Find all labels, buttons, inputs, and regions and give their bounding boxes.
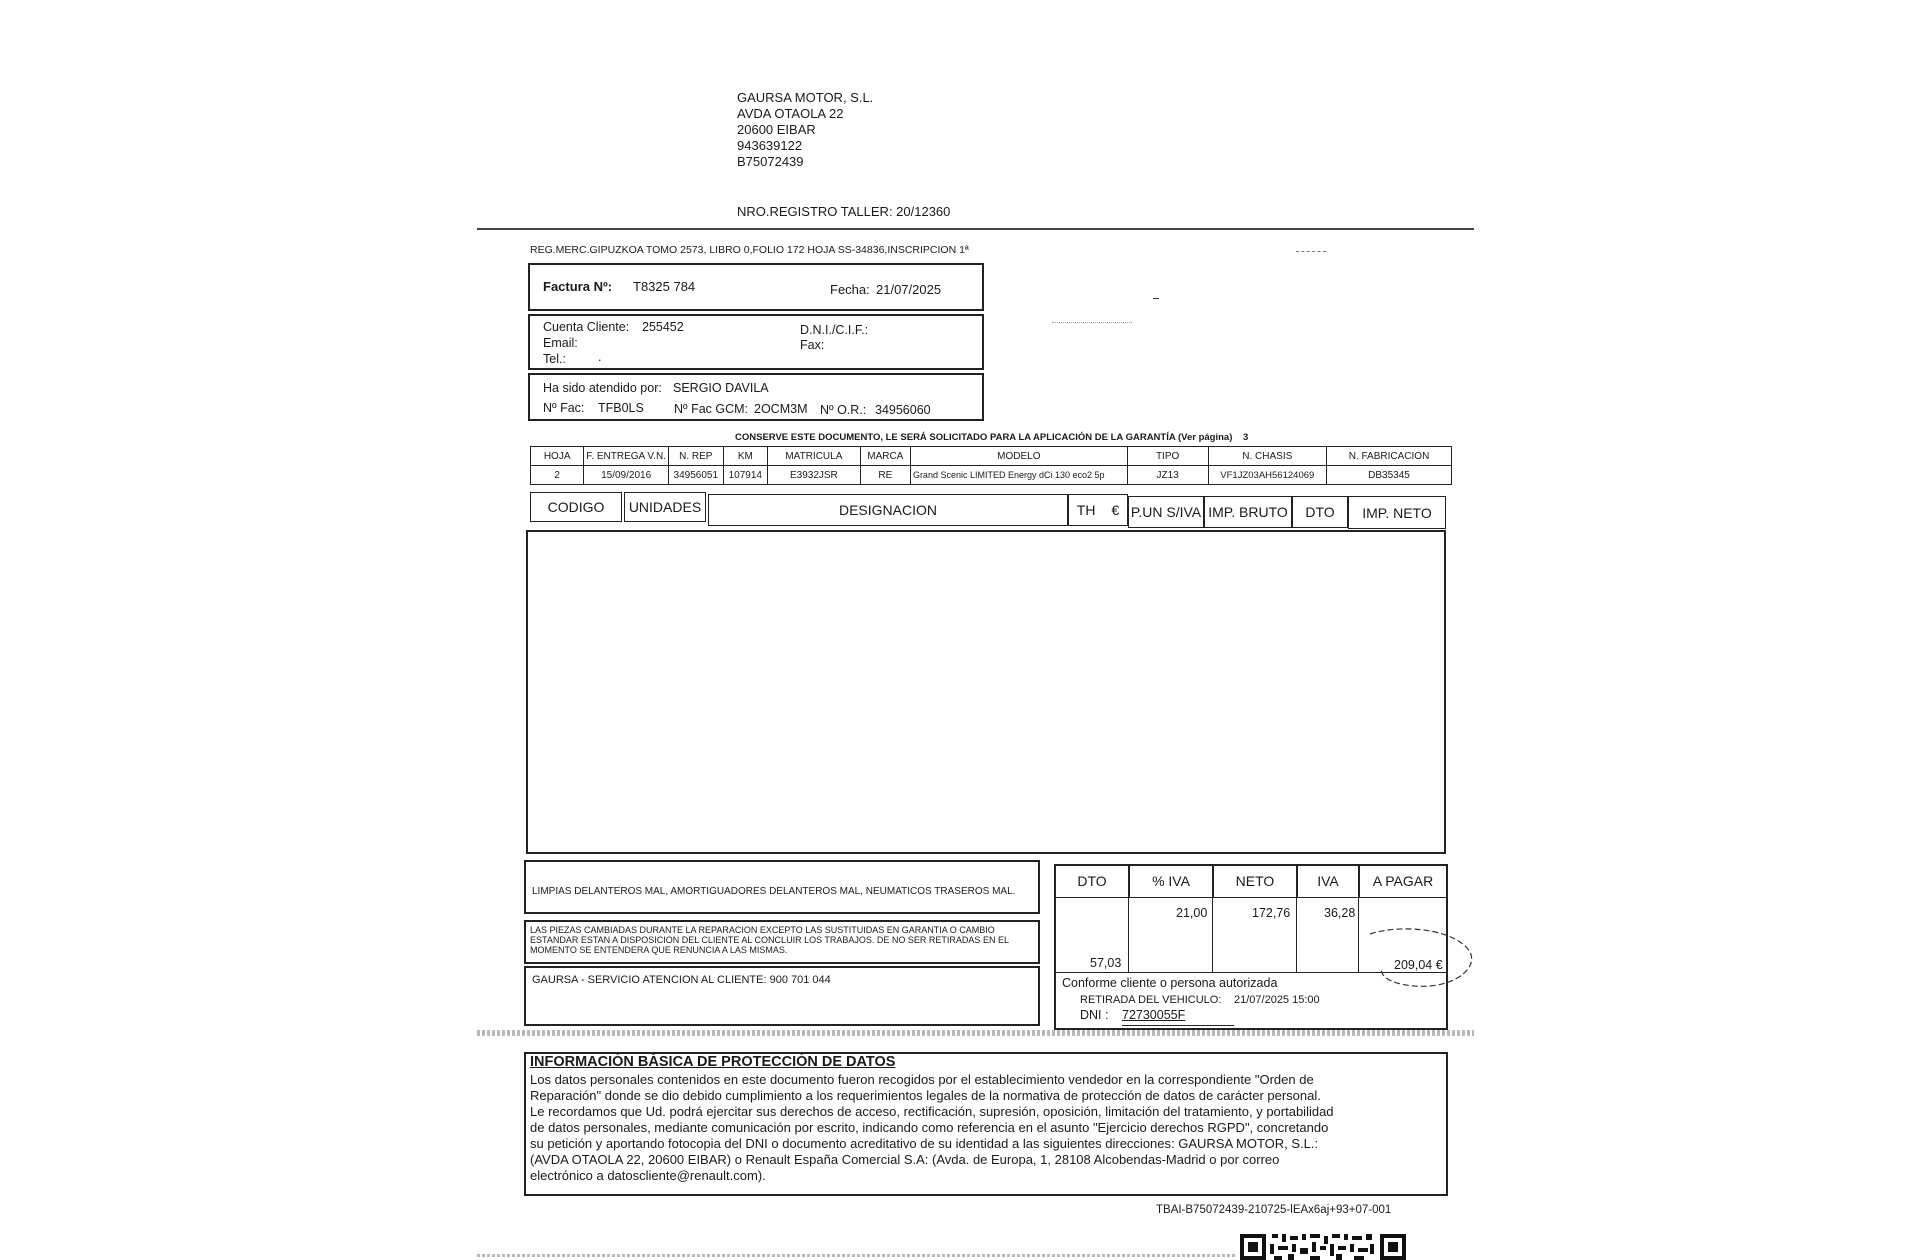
invoice-number-label: Factura Nº:: [543, 279, 613, 294]
col-codigo: CODIGO: [530, 492, 622, 522]
tot-apagar-value: 209,04 €: [1394, 958, 1443, 972]
pickup-dni-label: DNI :: [1080, 1008, 1109, 1022]
client-account: 255452: [642, 320, 684, 334]
privacy-line: Los datos personales contenidos en este documento fueron recogidos por el establecimiento vendedor en la correspondiente "Orden de: [530, 1072, 1314, 1087]
vehicle-col-nrep: N. REP: [668, 447, 723, 466]
vehicle-fabricacion: DB35345: [1327, 466, 1452, 485]
section-divider: [477, 1030, 1474, 1036]
col-th: [1068, 494, 1128, 526]
privacy-line: Le recordamos que Ud. podrá ejercitar sus derechos de acceso, rectificación, supresión, oposición, limitación del tratamiento, y portabilidad: [530, 1104, 1334, 1119]
bottom-divider: [477, 1254, 1237, 1257]
tot-neto-value: 172,76: [1252, 906, 1291, 920]
col-imp-bruto: IMP. BRUTO: [1204, 496, 1292, 528]
vehicle-modelo: Grand Scenic LIMITED Energy dCi 130 eco2 5p: [910, 466, 1127, 485]
vehicle-col-chasis: N. CHASIS: [1208, 447, 1326, 466]
col-pun: P.UN S/IVA: [1128, 496, 1204, 528]
privacy-line: electrónico a datoscliente@renault.com).: [530, 1168, 766, 1183]
client-dni-label: D.N.I./C.I.F.:: [800, 323, 869, 337]
vehicle-col-fabricacion: N. FABRICACION: [1327, 447, 1452, 466]
warranty-notice-text: CONSERVE ESTE DOCUMENTO, LE SERÁ SOLICITADO PARA LA APLICACIÓN DE LA GARANTÍA (Ver página): [735, 432, 1233, 443]
tot-divider: [1296, 896, 1297, 972]
vehicle-hoja: 2: [531, 466, 584, 485]
nor: 34956060: [875, 403, 931, 417]
pickup-retirada: 21/07/2025 15:00: [1234, 994, 1320, 1006]
col-currency: €: [1111, 502, 1120, 518]
workshop-registry: NRO.REGISTRO TALLER: 20/12360: [737, 204, 951, 219]
scan-dash: [1153, 298, 1159, 299]
vehicle-col-hoja: HOJA: [531, 447, 584, 466]
customer-service-box: [524, 966, 1040, 1026]
pickup-conforme: Conforme cliente o persona autorizada: [1062, 976, 1278, 990]
company-city: 20600 EIBAR: [737, 122, 816, 137]
vehicle-col-entrega: F. ENTREGA V.N.: [584, 447, 669, 466]
nfac-label: Nº Fac:: [543, 401, 585, 415]
vehicle-col-marca: MARCA: [860, 447, 910, 466]
attended-label: Ha sido atendido por:: [543, 381, 662, 395]
vehicle-header-row: [531, 447, 1452, 466]
observations-text: LIMPIAS DELANTEROS MAL, AMORTIGUADORES DELANTEROS MAL, NEUMATICOS TRASEROS MAL.: [532, 886, 1016, 897]
nfac-gcm: 2OCM3M: [754, 402, 808, 416]
client-tel-label: Tel.:: [543, 352, 566, 366]
privacy-line: Reparación" donde se dio debido cumplimiento a los requerimientos legales de la normativa de protección de datos de carácter personal.: [530, 1088, 1321, 1103]
vehicle-marca: RE: [860, 466, 910, 485]
tot-iva-value: 36,28: [1324, 906, 1356, 920]
tot-divider: [1128, 896, 1129, 972]
tot-divider: [1212, 896, 1213, 972]
tot-col-neto: NETO: [1212, 864, 1298, 898]
tot-divider: [1358, 896, 1359, 972]
nfac: TFB0LS: [598, 401, 644, 415]
company-address: AVDA OTAOLA 22: [737, 106, 844, 121]
privacy-line: (AVDA OTAOLA 22, 20600 EIBAR) o Renault España Comercial S.A: (Avda. de Europa, 1, 28108 Alcobendas-Madrid o por correo: [530, 1152, 1280, 1167]
privacy-title: INFORMACIÓN BÁSICA DE PROTECCIÓN DE DATOS: [530, 1054, 896, 1070]
vehicle-chasis: VF1JZ03AH56124069: [1208, 466, 1326, 485]
vehicle-entrega: 15/09/2016: [584, 466, 669, 485]
vehicle-col-tipo: TIPO: [1127, 447, 1208, 466]
vehicle-values-row: [531, 466, 1452, 485]
warranty-page: 3: [1243, 432, 1249, 443]
client-fax-label: Fax:: [800, 338, 825, 352]
service-box: [528, 373, 984, 421]
invoice-date: 21/07/2025: [876, 282, 942, 297]
tot-col-iva: IVA: [1296, 864, 1360, 898]
invoice-number: T8325 784: [633, 279, 696, 294]
pickup-retirada-label: RETIRADA DEL VEHICULO:: [1080, 994, 1222, 1006]
vehicle-col-modelo: MODELO: [910, 447, 1127, 466]
vehicle-tipo: JZ13: [1127, 466, 1208, 485]
nfac-gcm-label: Nº Fac GCM:: [674, 402, 749, 416]
vehicle-col-km: KM: [723, 447, 768, 466]
vehicle-km: 107914: [723, 466, 768, 485]
client-box: [528, 314, 984, 370]
vehicle-table: [530, 446, 1452, 485]
qr-code: [1240, 1234, 1406, 1260]
invoice-box: [528, 263, 984, 311]
client-account-label: Cuenta Cliente:: [543, 320, 630, 334]
company-name: GAURSA MOTOR, S.L.: [737, 90, 874, 105]
parts-notice-box: [524, 920, 1040, 964]
tot-col-iva-pct: % IVA: [1128, 864, 1214, 898]
nor-label: Nº O.R.:: [820, 403, 867, 417]
company-cif: B75072439: [737, 154, 804, 169]
vehicle-col-matricula: MATRICULA: [768, 447, 861, 466]
parts-notice-text: LAS PIEZAS CAMBIADAS DURANTE LA REPARACION EXCEPTO LAS SUSTITUIDAS EN GARANTIA O CAMBIO ESTANDAR ESTAN A DISPOSICION DEL CLIENTE AL CONCLUIR LOS TRABAJOS. DE NO SER RETIRADAS EN EL MOMENTO SE ENTENDERA QUE RENUNCIA A LAS MISMAS.: [530, 925, 1009, 955]
tot-iva-pct-value: 21,00: [1176, 906, 1208, 920]
tot-col-apagar: A PAGAR: [1358, 864, 1448, 898]
client-email-label: Email:: [543, 336, 578, 350]
invoice-date-label: Fecha:: [830, 282, 870, 297]
company-phone: 943639122: [737, 138, 803, 153]
col-th-label: TH: [1076, 502, 1096, 518]
pickup-dni: 72730055F: [1122, 1008, 1186, 1022]
vehicle-nrep: 34956051: [668, 466, 723, 485]
col-dto: DTO: [1292, 496, 1348, 528]
warranty-notice: [735, 432, 1248, 443]
vehicle-matricula: E3932JSR: [768, 466, 861, 485]
tot-dto-value: 57,03: [1090, 956, 1122, 970]
customer-service-text: GAURSA - SERVICIO ATENCION AL CLIENTE: 900 701 044: [532, 974, 831, 986]
scan-mark: [1296, 251, 1326, 252]
handwritten-circle: [1360, 924, 1480, 1000]
privacy-box: [524, 1052, 1448, 1196]
col-unidades: UNIDADES: [624, 492, 706, 522]
tbai-code: TBAI-B75072439-210725-lEAx6aj+93+07-001: [1156, 1204, 1392, 1216]
header-rule: [477, 228, 1474, 230]
privacy-line: de datos personales, mediante comunicación por escrito, indicando como referencia en el asunto "Ejercicio derechos RGPD", concretando: [530, 1120, 1329, 1135]
attended-by: SERGIO DAVILA: [673, 381, 769, 395]
scan-smudge: [1052, 316, 1132, 323]
pickup-dni-underline: [1122, 1025, 1234, 1026]
col-imp-neto: IMP. NETO: [1348, 496, 1446, 529]
tot-col-dto: DTO: [1054, 864, 1130, 898]
line-items-area: [526, 530, 1446, 854]
client-tel-value: .: [598, 350, 602, 364]
observations-box: [524, 860, 1040, 914]
privacy-line: su petición y aportando fotocopia del DNI o documento acreditativo de su identidad a las siguientes direcciones: GAURSA MOTOR, S.L.:: [530, 1136, 1319, 1151]
col-designacion: DESIGNACION: [708, 494, 1068, 526]
mercantile-registry: REG.MERC.GIPUZKOA TOMO 2573, LIBRO 0,FOLIO 172 HOJA SS-34836,INSCRIPCION 1ª: [530, 244, 969, 256]
